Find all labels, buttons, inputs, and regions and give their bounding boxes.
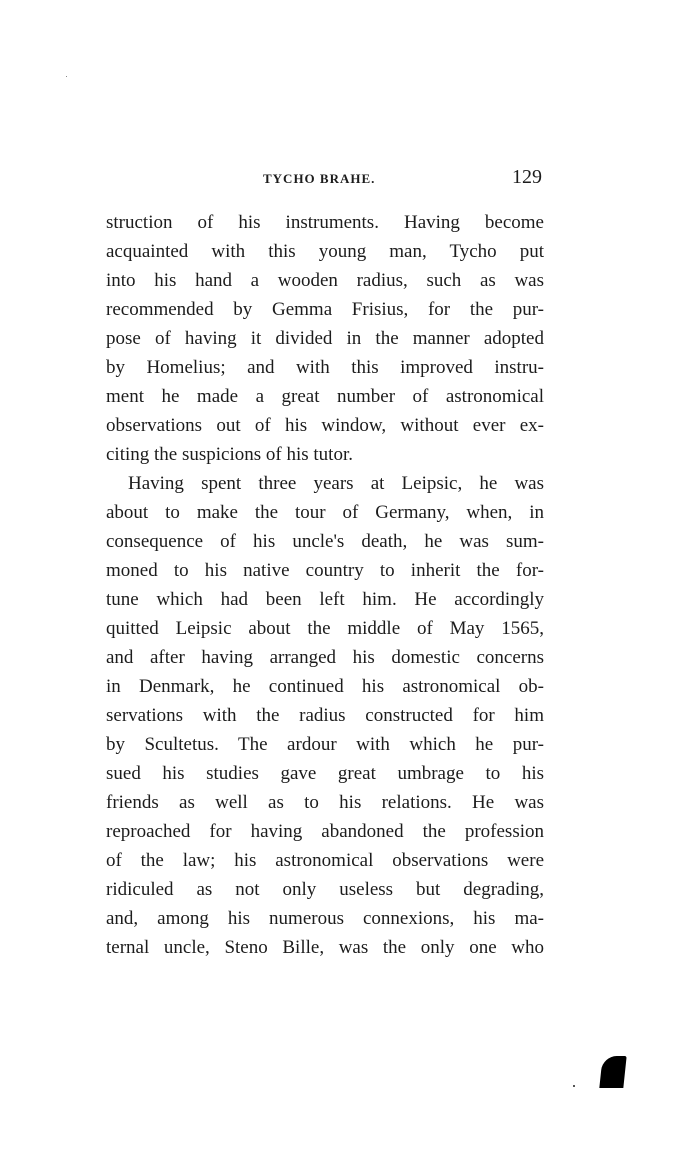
text-line: observations out of his window, without ever ex- xyxy=(106,415,544,436)
text-line: moned to his native country to inherit the for- xyxy=(106,560,544,581)
running-title: TYCHO BRAHE. xyxy=(263,171,376,186)
body-text xyxy=(106,208,544,962)
text-line: by Homelius; and with this improved instru- xyxy=(106,357,544,378)
text-line: and, among his numerous connexions, his ma- xyxy=(106,908,544,929)
text-line: of the law; his astronomical observations were xyxy=(106,850,544,871)
text-line: pose of having it divided in the manner adopted xyxy=(106,328,544,349)
text-line: quitted Leipsic about the middle of May 1565, xyxy=(106,618,544,639)
paragraph-1 xyxy=(106,208,544,469)
text-line: servations with the radius constructed for him xyxy=(106,705,544,726)
text-line: citing the suspicions of his tutor. xyxy=(106,444,353,465)
text-line: reproached for having abandoned the profession xyxy=(106,821,544,842)
text-line: consequence of his uncle's death, he was sum- xyxy=(106,531,544,552)
text-line: acquainted with this young man, Tycho put xyxy=(106,241,544,262)
text-line: ternal uncle, Steno Bille, was the only one who xyxy=(106,937,544,958)
text-line: friends as well as to his relations. He was xyxy=(106,792,544,813)
text-line: struction of his instruments. Having become xyxy=(106,212,544,233)
thumb-tab-mark xyxy=(599,1056,626,1088)
text-line: sued his studies gave great umbrage to his xyxy=(106,763,544,784)
text-line: recommended by Gemma Frisius, for the pur- xyxy=(106,299,544,320)
text-line: by Scultetus. The ardour with which he pur- xyxy=(106,734,544,755)
text-line: into his hand a wooden radius, such as was xyxy=(106,270,544,291)
text-line: in Denmark, he continued his astronomical ob- xyxy=(106,676,544,697)
text-line: tune which had been left him. He accordingly xyxy=(106,589,544,610)
paragraph-2 xyxy=(106,469,544,962)
page-number: 129 xyxy=(512,166,542,188)
text-line: ridiculed as not only useless but degrading, xyxy=(106,879,544,900)
text-line: ment he made a great number of astronomical xyxy=(106,386,544,407)
scan-dot xyxy=(573,1085,575,1087)
text-line: about to make the tour of Germany, when, in xyxy=(106,502,544,523)
scan-speck xyxy=(66,76,67,77)
text-line: Having spent three years at Leipsic, he was xyxy=(128,473,544,494)
text-line: and after having arranged his domestic concerns xyxy=(106,647,544,668)
